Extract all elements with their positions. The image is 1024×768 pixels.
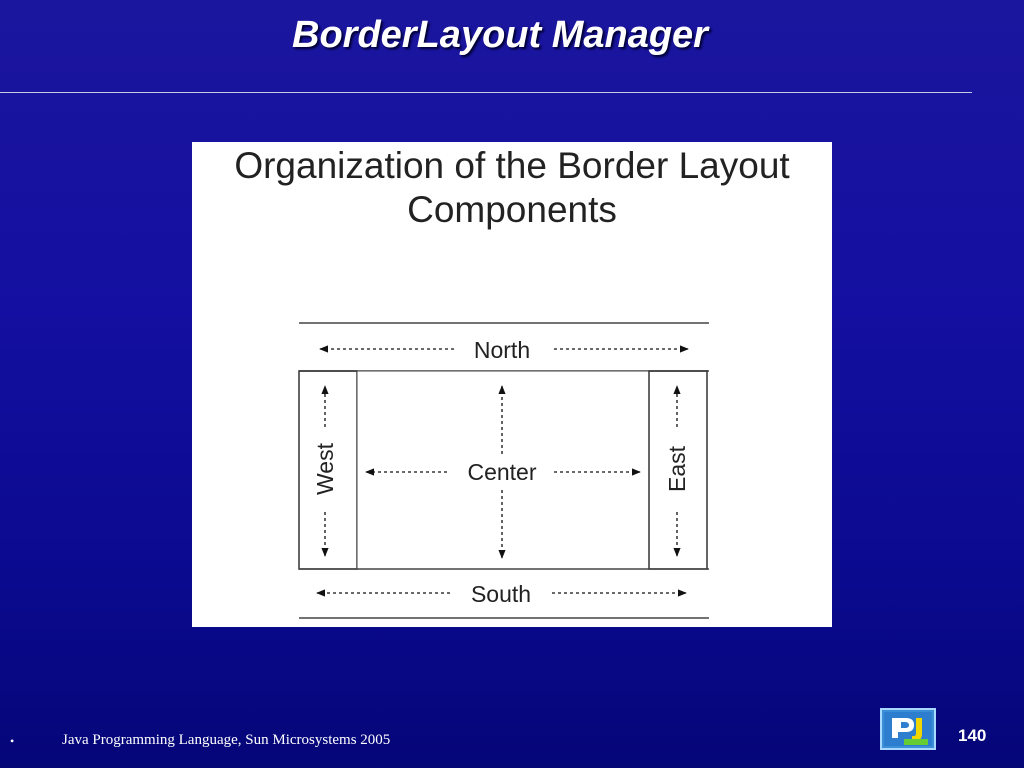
figure-title-line-1: Organization of the Border Layout [234,145,790,186]
slide-title: BorderLayout Manager [292,14,708,56]
east-label: East [664,445,690,493]
north-label: North [473,337,531,363]
south-region [299,569,709,618]
border-layout-figure [192,142,832,627]
south-label: South [470,581,532,607]
east-region [649,371,707,569]
center-region [357,371,649,569]
pj-logo-icon [880,708,936,750]
center-label: Center [467,459,537,485]
title-divider [0,92,972,93]
west-region [299,371,357,569]
page-number: 140 [958,726,987,745]
west-label: West [312,443,338,495]
figure-title-line-2: Components [407,189,617,230]
border-layout-diagram [192,142,832,627]
footer-bullet: • [10,734,15,748]
footer-text: Java Programming Language, Sun Microsystems 2005 [62,732,391,748]
north-region [299,323,709,371]
